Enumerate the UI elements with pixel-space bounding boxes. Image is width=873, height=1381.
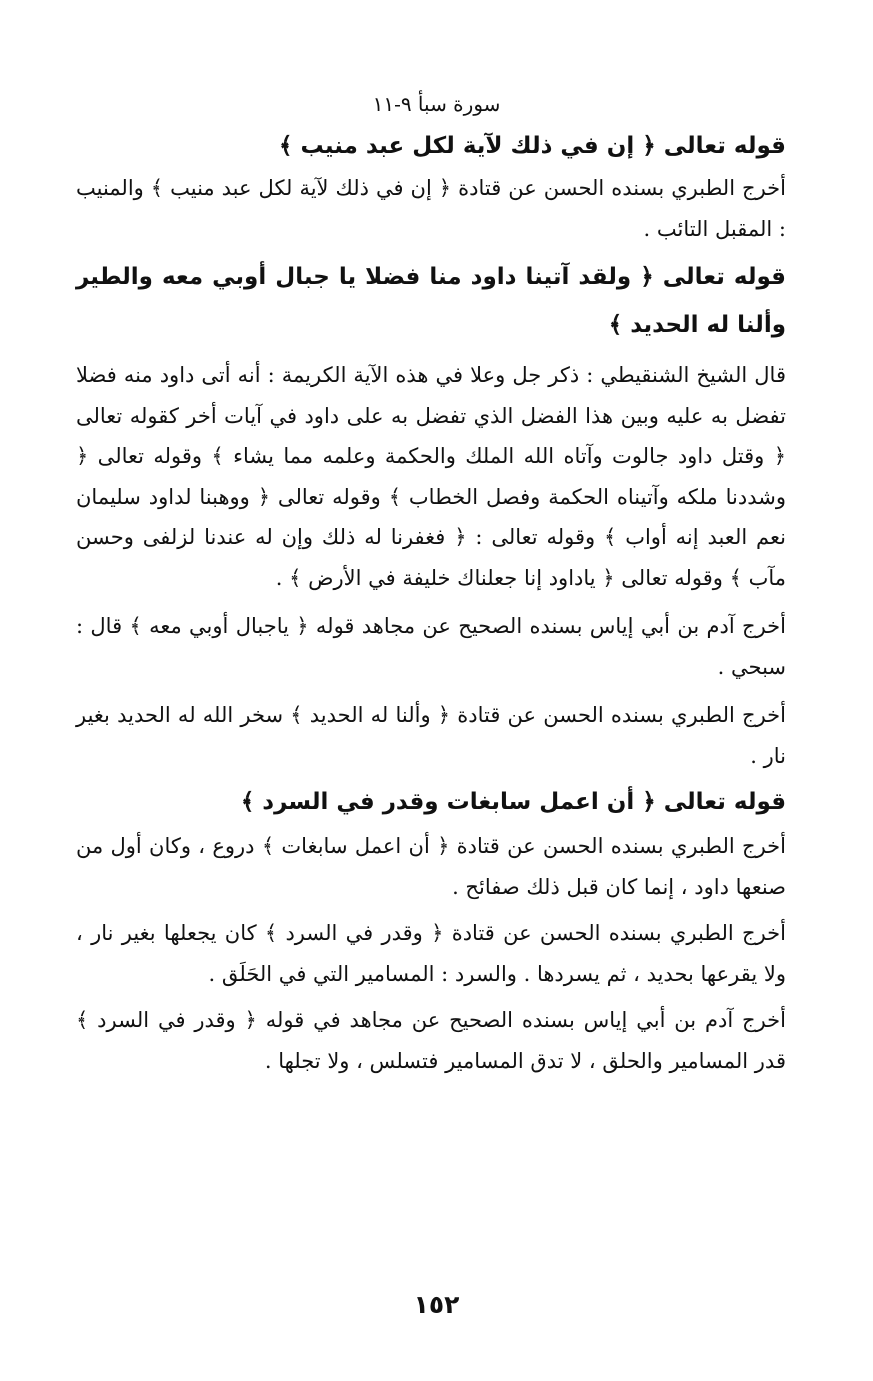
commentary-paragraph: أخرج آدم بن أبي إياس بسنده الصحيح عن مجاهد في قوله ﴿ وقدر في السرد ﴾ قدر المسامير والحلق ، لا تدق المسامير فتسلس ، ولا تجلها . [76, 1008, 786, 1073]
commentary-paragraph: أخرج الطبري بسنده الحسن عن قتادة ﴿ وألنا له الحديد ﴾ سخر الله له الحديد بغير نار . [76, 703, 786, 768]
commentary-paragraph: أخرج الطبري بسنده الحسن عن قتادة ﴿ إن في ذلك لآية لكل عبد منيب ﴾ والمنيب : المقبل التائب . [76, 176, 786, 241]
commentary-paragraph: أخرج الطبري بسنده الحسن عن قتادة ﴿ أن اعمل سابغات ﴾ دروع ، وكان أول من صنعها داود ، إنما كان قبل ذلك صفائح . [76, 834, 786, 899]
commentary-paragraph: قال الشيخ الشنقيطي : ذكر جل وعلا في هذه الآية الكريمة : أنه أتى داود منه فضلا تفضل به عليه وبين هذا الفضل الذي تفضل به على داود في آيات أخر كقوله تعالى ﴿ وقتل داود جالوت وآتاه الله الملك والحكمة وعلمه مما يشاء ﴾ وقوله تعالى ﴿ وشددنا ملكه وآتيناه الحكمة وفصل الخطاب ﴾ وقوله تعالى ﴿ ووهبنا لداود سليمان نعم العبد إنه أواب ﴾ وقوله تعالى : ﴿ فغفرنا له ذلك وإن له عندنا لزلفى وحسن مآب ﴾ وقوله تعالى ﴿ ياداود إنا جعلناك خليفة في الأرض ﴾ . [76, 363, 786, 590]
page-body [76, 124, 786, 1081]
verse-heading: قوله تعالى ﴿ أن اعمل سابغات وقدر في السرد ﴾ [240, 789, 786, 815]
verse-heading: قوله تعالى ﴿ ولقد آتينا داود منا فضلا يا جبال أوبي معه والطير وألنا له الحديد ﴾ [76, 264, 786, 338]
commentary-paragraph: أخرج الطبري بسنده الحسن عن قتادة ﴿ وقدر في السرد ﴾ كان يجعلها بغير نار ، ولا يقرعها بحديد ، ثم يسردها . والسرد : المسامير التي في الحَلَق . [76, 921, 786, 986]
page-header: سورة سبأ ٩-١١ [372, 92, 501, 116]
commentary-paragraph: أخرج آدم بن أبي إياس بسنده الصحيح عن مجاهد قوله ﴿ ياجبال أوبي معه ﴾ قال : سبحي . [76, 614, 786, 679]
verse-heading: قوله تعالى ﴿ إن في ذلك لآية لكل عبد منيب ﴾ [279, 133, 786, 159]
page-number: ١٥٢ [413, 1290, 460, 1319]
